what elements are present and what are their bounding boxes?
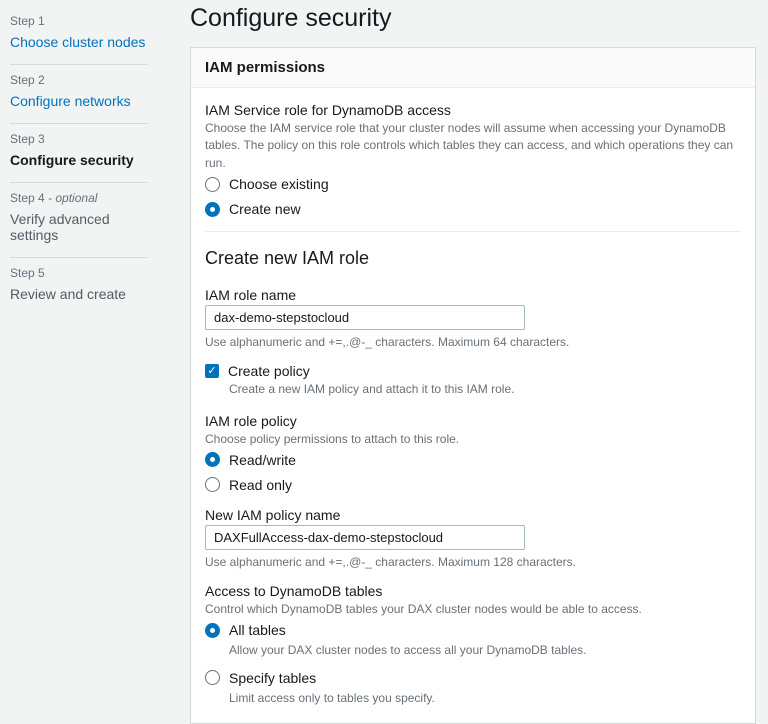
role-name-input[interactable] — [205, 305, 525, 330]
checkbox-label[interactable]: Create policy — [228, 363, 310, 380]
step-number: Step 3 — [10, 132, 45, 146]
sidebar-item-configure-security: Configure security — [10, 152, 134, 168]
radio-icon-selected[interactable] — [205, 202, 220, 217]
radio-create-new[interactable] — [205, 201, 741, 217]
optional-suffix: - optional — [48, 191, 98, 205]
radio-icon-unselected[interactable] — [205, 477, 220, 492]
role-name-constraint: Use alphanumeric and +=,.@-_ characters. Maximum 64 characters. — [205, 335, 570, 350]
section-divider — [205, 231, 741, 232]
radio-icon-unselected[interactable] — [205, 177, 220, 192]
radio-label[interactable]: Specify tables — [229, 669, 317, 686]
step-number: Step 5 — [10, 266, 45, 280]
sidebar-item-review-and-create: Review and create — [10, 286, 126, 302]
policy-name-label: New IAM policy name — [205, 506, 341, 523]
role-policy-label: IAM role policy — [205, 412, 297, 429]
radio-read-write[interactable] — [205, 452, 741, 468]
table-access-field — [205, 583, 741, 707]
page-title: Configure security — [190, 4, 392, 32]
radio-label[interactable]: Create new — [229, 201, 301, 218]
create-policy-checkbox-row[interactable] — [205, 363, 741, 379]
sidebar-item-verify-advanced-settings: Verify advanced settings — [10, 211, 110, 243]
radio-choose-existing[interactable] — [205, 176, 741, 192]
step-number: Step 2 — [10, 73, 45, 87]
policy-name-constraint: Use alphanumeric and +=,.@-_ characters. Maximum 128 characters. — [205, 554, 577, 569]
create-role-heading: Create new IAM role — [205, 248, 370, 269]
service-role-description: Choose the IAM service role that your cluster nodes will assume when accessing your DynamoDB tables. The policy on this role controls which tables they can access, and which operations they can run. — [205, 121, 734, 170]
role-name-label: IAM role name — [205, 287, 297, 304]
iam-permissions-panel — [190, 47, 756, 724]
table-access-label: Access to DynamoDB tables — [205, 582, 383, 599]
panel-header: IAM permissions — [191, 48, 755, 88]
radio-icon-selected[interactable] — [205, 623, 220, 638]
main-content — [190, 0, 756, 705]
radio-label[interactable]: Read only — [229, 476, 293, 493]
radio-all-tables[interactable] — [205, 622, 741, 638]
sidebar-step-1 — [10, 6, 148, 65]
steps-sidebar — [0, 0, 160, 599]
all-tables-description: Allow your DAX cluster nodes to access all your DynamoDB tables. — [229, 643, 587, 658]
table-access-description: Control which DynamoDB tables your DAX cluster nodes would be able to access. — [205, 601, 642, 616]
create-policy-description: Create a new IAM policy and attach it to this IAM role. — [229, 382, 515, 397]
specify-tables-description: Limit access only to tables you specify. — [229, 690, 435, 705]
role-policy-field — [205, 413, 741, 493]
radio-label[interactable]: Choose existing — [229, 176, 329, 193]
radio-icon-unselected[interactable] — [205, 670, 220, 685]
sidebar-step-4 — [10, 183, 148, 258]
sidebar-step-5 — [10, 258, 148, 316]
service-role-field — [205, 102, 741, 217]
role-name-field — [205, 287, 741, 349]
create-policy-field — [205, 363, 741, 398]
sidebar-item-configure-networks[interactable]: Configure networks — [10, 93, 131, 109]
role-policy-description: Choose policy permissions to attach to this role. — [205, 431, 460, 446]
service-role-label: IAM Service role for DynamoDB access — [205, 102, 451, 118]
checkbox-checked-icon[interactable] — [205, 364, 219, 378]
radio-read-only[interactable] — [205, 477, 741, 493]
sidebar-step-2 — [10, 65, 148, 124]
panel-body — [191, 88, 755, 723]
radio-specify-tables[interactable] — [205, 670, 741, 686]
radio-icon-selected[interactable] — [205, 452, 220, 467]
radio-label[interactable]: Read/write — [229, 451, 296, 468]
radio-label[interactable]: All tables — [229, 622, 286, 639]
step-number: Step 4 - optional — [10, 191, 98, 205]
step-number: Step 1 — [10, 14, 45, 28]
sidebar-item-choose-cluster-nodes[interactable]: Choose cluster nodes — [10, 34, 146, 50]
policy-name-field — [205, 507, 741, 569]
policy-name-input[interactable] — [205, 525, 525, 550]
sidebar-step-3 — [10, 124, 148, 183]
